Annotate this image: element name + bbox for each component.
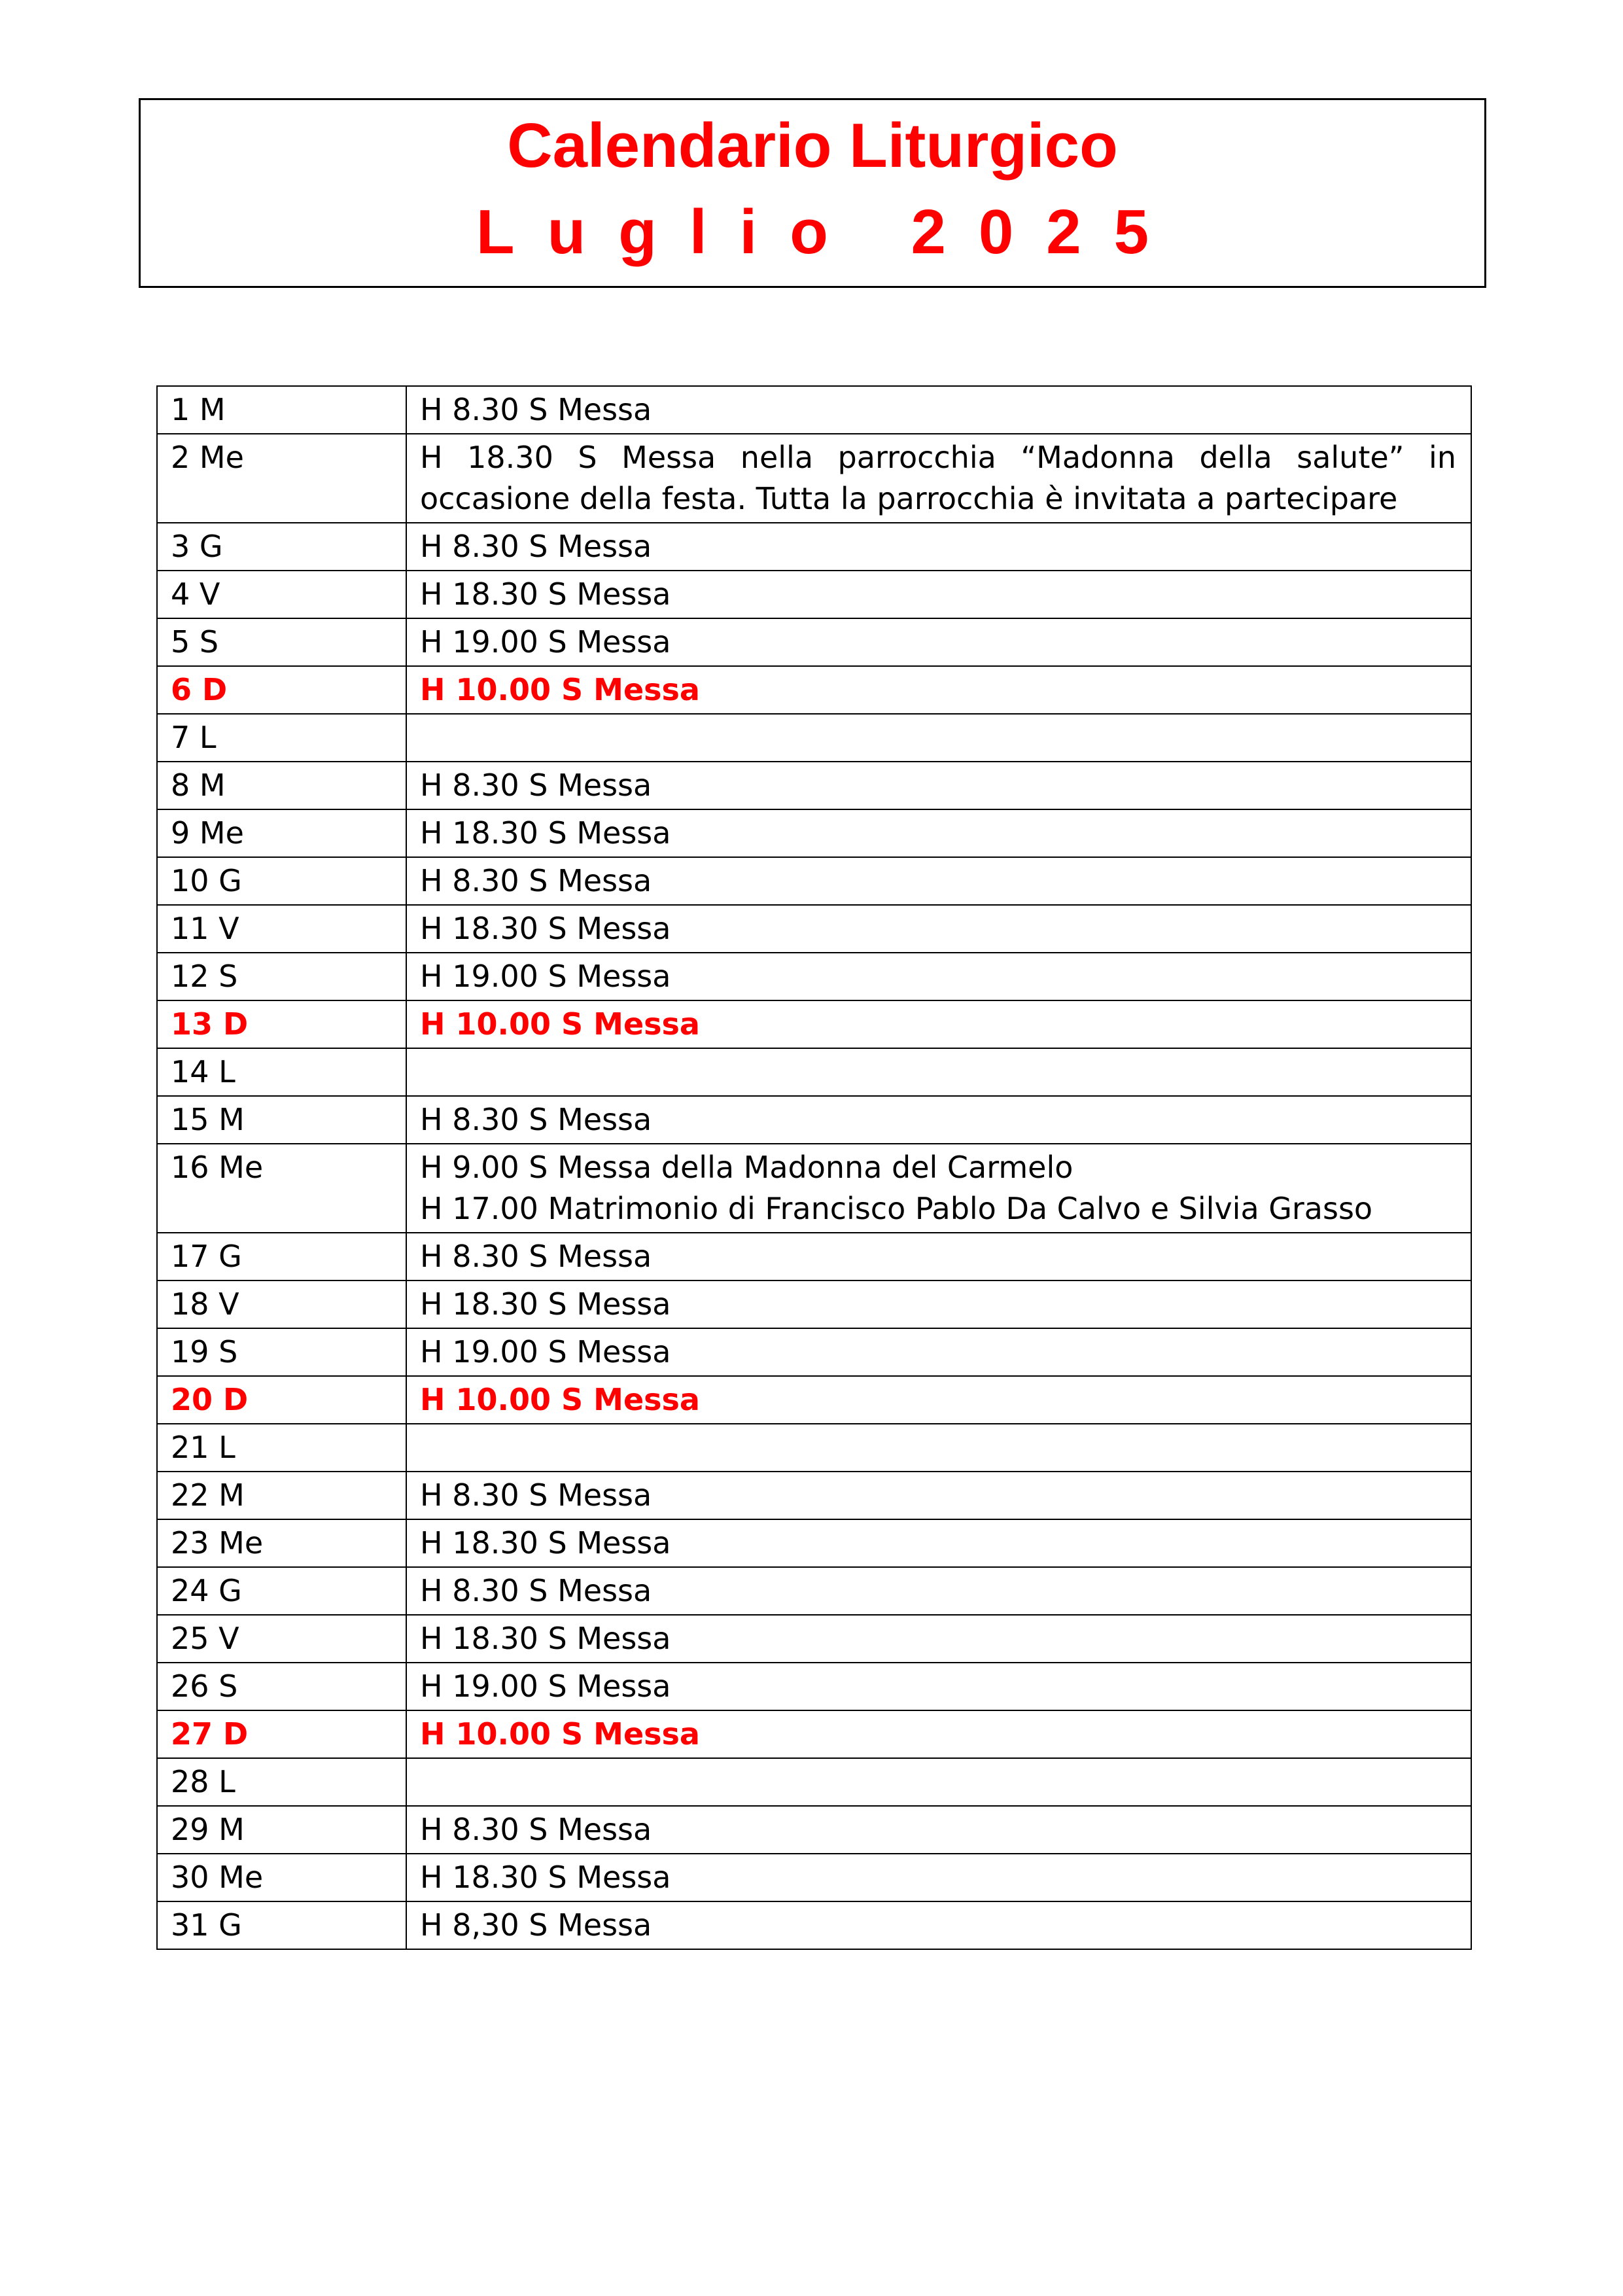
calendar-row: [157, 571, 1471, 618]
event-cell: [406, 1424, 1471, 1472]
calendar-row: [157, 1000, 1471, 1048]
event-text: H 17.00 Matrimonio di Francisco Pablo Da Calvo e Silvia Grasso: [420, 1191, 1373, 1226]
event-cell: [406, 1901, 1471, 1949]
calendar-row: [157, 434, 1471, 523]
event-cell: [406, 386, 1471, 434]
day-cell: 14 L: [157, 1048, 406, 1096]
event-cell: [406, 1144, 1471, 1233]
event-text: H 8.30 S Messa: [420, 529, 652, 564]
event-cell: [406, 1567, 1471, 1615]
event-cell: [406, 1615, 1471, 1663]
day-cell: 26 S: [157, 1663, 406, 1710]
day-cell: 10 G: [157, 857, 406, 905]
event-text: H 10.00 S Messa: [420, 1382, 700, 1417]
event-cell: [406, 523, 1471, 571]
event-text: H 8.30 S Messa: [420, 1239, 652, 1274]
day-cell: 17 G: [157, 1233, 406, 1280]
event-cell: [406, 1806, 1471, 1854]
event-cell: [406, 905, 1471, 953]
calendar-row: [157, 857, 1471, 905]
event-text: H 19.00 S Messa: [420, 959, 671, 994]
day-cell: 3 G: [157, 523, 406, 571]
day-cell: 4 V: [157, 571, 406, 618]
event-cell: [406, 1519, 1471, 1567]
event-cell: [406, 857, 1471, 905]
day-cell: 13 D: [157, 1000, 406, 1048]
event-text: H 10.00 S Messa: [420, 1006, 700, 1042]
calendar-row: [157, 1096, 1471, 1144]
event-text: H 8.30 S Messa: [420, 1477, 652, 1513]
event-text: H 18.30 S Messa: [420, 1525, 671, 1561]
day-cell: 20 D: [157, 1376, 406, 1424]
event-text: H 8.30 S Messa: [420, 768, 652, 803]
event-text: H 9.00 S Messa della Madonna del Carmelo: [420, 1150, 1073, 1185]
event-text: H 8.30 S Messa: [420, 392, 652, 427]
event-cell: [406, 1096, 1471, 1144]
calendar-row: [157, 953, 1471, 1000]
event-cell: [406, 1758, 1471, 1806]
calendar-row: [157, 1424, 1471, 1472]
event-text: H 19.00 S Messa: [420, 624, 671, 660]
calendar-row: [157, 1615, 1471, 1663]
day-cell: 8 M: [157, 762, 406, 809]
event-text: H 19.00 S Messa: [420, 1334, 671, 1369]
day-cell: 2 Me: [157, 434, 406, 523]
calendar-row: [157, 1519, 1471, 1567]
event-cell: [406, 1710, 1471, 1758]
day-cell: 15 M: [157, 1096, 406, 1144]
page-subtitle: Luglio 2025: [476, 197, 1182, 267]
calendar-row: [157, 1280, 1471, 1328]
event-cell: [406, 618, 1471, 666]
event-cell: [406, 953, 1471, 1000]
page-title: Calendario Liturgico: [507, 111, 1118, 181]
day-cell: 24 G: [157, 1567, 406, 1615]
day-cell: 22 M: [157, 1472, 406, 1519]
calendar-row: [157, 1233, 1471, 1280]
event-cell: [406, 714, 1471, 762]
event-cell: [406, 1854, 1471, 1901]
calendar-row: [157, 1144, 1471, 1233]
day-cell: 9 Me: [157, 809, 406, 857]
day-cell: 16 Me: [157, 1144, 406, 1233]
calendar-row: [157, 762, 1471, 809]
event-text: H 18.30 S Messa nella parrocchia “Madonna della salute” in occasione della festa. Tutta la parrocchia è invitata a partecipare: [420, 440, 1456, 516]
calendar-row: [157, 1663, 1471, 1710]
event-text: H 10.00 S Messa: [420, 1716, 700, 1752]
calendar-row: [157, 1567, 1471, 1615]
event-text: H 18.30 S Messa: [420, 815, 671, 851]
day-cell: 1 M: [157, 386, 406, 434]
event-cell: [406, 1048, 1471, 1096]
calendar-row: [157, 1854, 1471, 1901]
event-text: H 10.00 S Messa: [420, 672, 700, 707]
calendar-row: [157, 714, 1471, 762]
calendar-row: [157, 905, 1471, 953]
event-text: H 8.30 S Messa: [420, 1102, 652, 1137]
event-text: H 8.30 S Messa: [420, 1573, 652, 1608]
day-cell: 28 L: [157, 1758, 406, 1806]
event-cell: [406, 1233, 1471, 1280]
event-cell: [406, 1280, 1471, 1328]
day-cell: 29 M: [157, 1806, 406, 1854]
event-cell: [406, 1663, 1471, 1710]
calendar-row: [157, 1376, 1471, 1424]
event-text: H 8,30 S Messa: [420, 1907, 652, 1943]
event-text: H 8.30 S Messa: [420, 863, 652, 898]
event-text: H 18.30 S Messa: [420, 1621, 671, 1656]
title-box: [139, 98, 1486, 288]
calendar-row: [157, 809, 1471, 857]
calendar-row: [157, 666, 1471, 714]
event-cell: [406, 809, 1471, 857]
event-cell: [406, 1472, 1471, 1519]
event-text: H 19.00 S Messa: [420, 1669, 671, 1704]
event-cell: [406, 762, 1471, 809]
day-cell: 21 L: [157, 1424, 406, 1472]
event-text: H 18.30 S Messa: [420, 576, 671, 612]
event-cell: [406, 1328, 1471, 1376]
day-cell: 31 G: [157, 1901, 406, 1949]
event-cell: [406, 434, 1471, 523]
calendar-row: [157, 1710, 1471, 1758]
event-text: H 18.30 S Messa: [420, 1286, 671, 1322]
event-text: H 18.30 S Messa: [420, 1860, 671, 1895]
day-cell: 12 S: [157, 953, 406, 1000]
event-text: H 18.30 S Messa: [420, 911, 671, 946]
calendar-row: [157, 618, 1471, 666]
event-text: H 8.30 S Messa: [420, 1812, 652, 1847]
calendar-row: [157, 1901, 1471, 1949]
event-cell: [406, 571, 1471, 618]
day-cell: 6 D: [157, 666, 406, 714]
day-cell: 18 V: [157, 1280, 406, 1328]
event-cell: [406, 1000, 1471, 1048]
day-cell: 25 V: [157, 1615, 406, 1663]
day-cell: 27 D: [157, 1710, 406, 1758]
calendar-table: [156, 385, 1472, 1950]
calendar-row: [157, 1806, 1471, 1854]
calendar-body: [157, 386, 1471, 1949]
day-cell: 30 Me: [157, 1854, 406, 1901]
calendar-row: [157, 1328, 1471, 1376]
day-cell: 23 Me: [157, 1519, 406, 1567]
calendar-row: [157, 1048, 1471, 1096]
day-cell: 19 S: [157, 1328, 406, 1376]
day-cell: 7 L: [157, 714, 406, 762]
calendar-row: [157, 386, 1471, 434]
calendar-row: [157, 523, 1471, 571]
day-cell: 11 V: [157, 905, 406, 953]
calendar-row: [157, 1758, 1471, 1806]
event-cell: [406, 1376, 1471, 1424]
day-cell: 5 S: [157, 618, 406, 666]
calendar-row: [157, 1472, 1471, 1519]
event-cell: [406, 666, 1471, 714]
